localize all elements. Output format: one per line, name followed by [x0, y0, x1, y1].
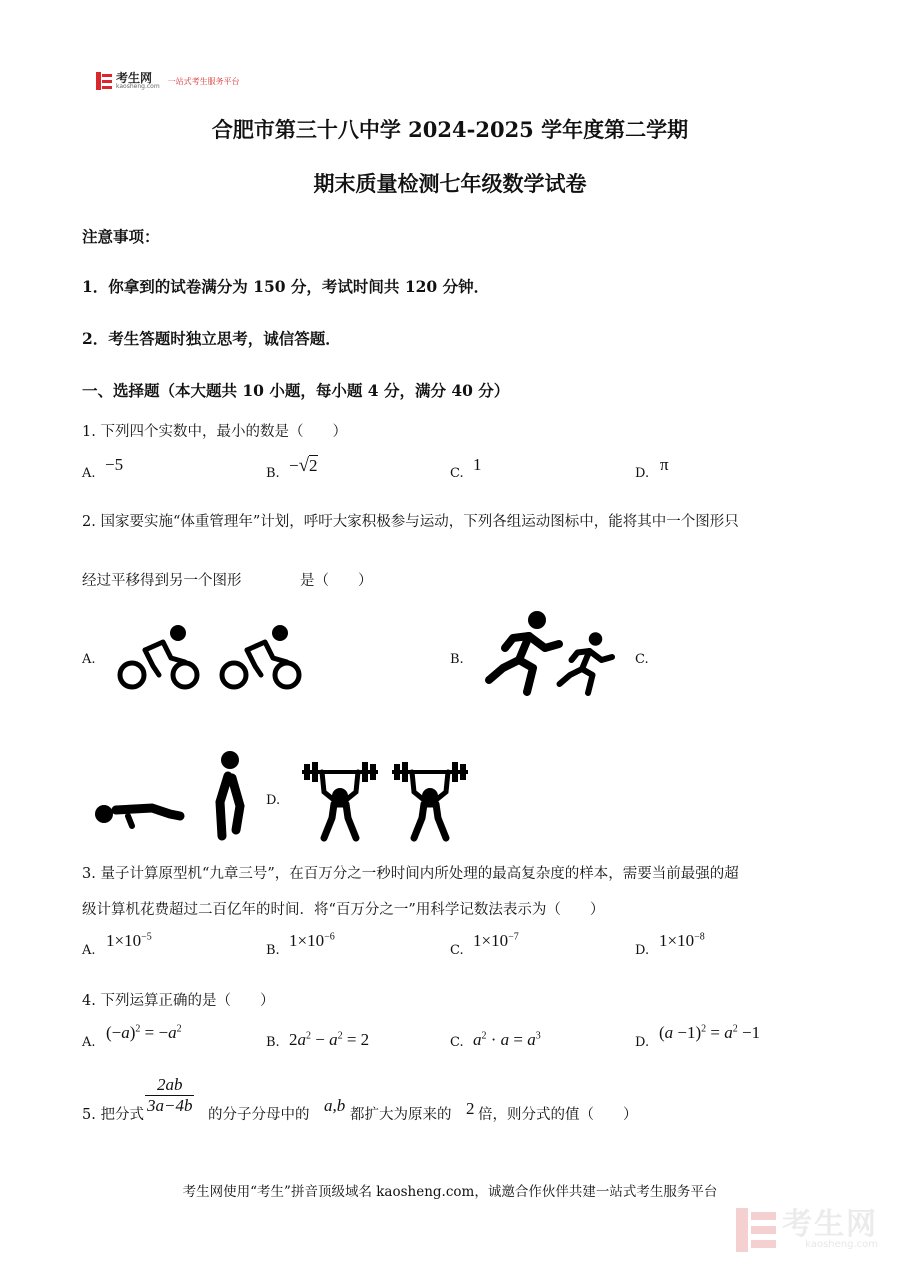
q1-d-label: D.	[635, 466, 650, 481]
logo-mark-icon	[96, 72, 112, 90]
q5-stem-post: 倍，则分式的值（ ）	[478, 1107, 638, 1123]
q5-stem-mid2: 都扩大为原来的	[350, 1107, 452, 1123]
weightlifter-icon	[302, 762, 378, 838]
q2-d-label: D.	[266, 793, 281, 808]
q3-b-label: B.	[266, 943, 280, 958]
q2-b-label: B.	[450, 652, 464, 667]
q3-stem-line1: 3. 量子计算原型机“九章三号”，在百万分之一秒时间内所处理的最高复杂度的样本，需要当前最强的超	[82, 866, 739, 882]
q2-c-pushup-standing-figure	[92, 750, 252, 842]
q1-c-label: C.	[450, 466, 464, 481]
watermark-name: 考生网	[782, 1207, 878, 1242]
q1-b-radicand: 2	[309, 456, 318, 475]
q1-b-value	[289, 455, 318, 477]
q2-d-weightlifters-figure	[300, 762, 472, 842]
q5-frac-den: 3a−4b	[147, 1096, 193, 1115]
notice-item-2: 2．考生答题时独立思考，诚信答题．	[82, 329, 341, 348]
q3-b-exp: −6	[324, 931, 335, 943]
runner-icon	[489, 611, 559, 692]
q4-d-label: D.	[635, 1035, 650, 1050]
q5-fraction	[145, 1075, 194, 1116]
logo-domain: kaosheng.com	[116, 83, 160, 90]
q2-b-runners-figure	[483, 608, 623, 696]
cyclist-icon	[120, 625, 197, 687]
q3-c-label: C.	[450, 943, 464, 958]
q3-c-exp: −7	[508, 931, 519, 943]
q4-c-label: C.	[450, 1035, 464, 1050]
q5-frac-num: 2ab	[145, 1075, 194, 1096]
q4-c-expr: $a^2 \cdot a = a^3$	[473, 1030, 541, 1049]
q2-stem-line2: 经过平移得到另一个图形	[82, 573, 242, 589]
q1-stem: 1. 下列四个实数中，最小的数是（ ）	[82, 424, 347, 440]
q4-stem: 4. 下列运算正确的是（ ）	[82, 993, 275, 1009]
exam-title-line1: 合肥市第三十八中学 2024-2025 学年度第二学期	[211, 117, 689, 142]
runner-icon	[560, 632, 613, 693]
q2-a-cyclists-figure	[115, 620, 305, 696]
q1-a-label: A.	[82, 466, 96, 481]
pushup-icon	[95, 805, 180, 826]
q4-d-expr: $(a -1)^2 = a^2 -1$	[659, 1023, 761, 1042]
q4-b-expr: $2a^2 - a^2 = 2$	[289, 1030, 370, 1049]
sqrt-icon: √	[298, 455, 310, 476]
q3-a-base: 1×10	[106, 931, 142, 950]
notice-item-1: 1．你拿到的试卷满分为 150 分，考试时间共 120 分钟．	[82, 277, 490, 296]
weightlifter-icon	[392, 762, 468, 838]
watermark-domain: kaosheng.com	[805, 1239, 878, 1250]
q1-b-sign: −	[289, 456, 299, 475]
cyclist-icon	[222, 625, 299, 687]
q1-a-value: −5	[105, 455, 124, 474]
q3-d-exp: −8	[694, 931, 705, 943]
q2-c-label: C.	[635, 652, 649, 667]
q3-d-value	[659, 931, 705, 951]
brand-logo[interactable]	[96, 72, 240, 90]
footer-text: 考生网使用“考生”拼音顶级域名 kaosheng.com，诚邀合作伙伴共建一站式考生服务平台	[182, 1184, 718, 1200]
q3-b-base: 1×10	[289, 931, 325, 950]
q3-c-value	[473, 931, 519, 951]
standing-person-icon	[220, 751, 240, 836]
section-heading: 一、选择题（本大题共 10 小题，每小题 4 分，满分 40 分）	[82, 381, 510, 400]
exam-title-line2: 期末质量检测七年级数学试卷	[313, 171, 587, 196]
q1-d-value: π	[660, 455, 669, 474]
watermark	[736, 1208, 878, 1252]
logo-name: 考生网	[116, 71, 153, 85]
q5-factor: 2	[466, 1099, 475, 1118]
q3-a-exp: −5	[141, 931, 152, 943]
q2-stem-line1: 2. 国家要实施“体重管理年”计划，呼吁大家积极参与运动，下列各组运动图标中，能将其中一个图形只	[82, 514, 739, 530]
q3-d-label: D.	[635, 943, 650, 958]
q2-stem-line2b: 是（ ）	[300, 573, 373, 589]
notice-heading: 注意事项：	[82, 227, 160, 246]
q4-a-expr: $(-a)^2 = -a^2$	[106, 1023, 182, 1042]
logo-slogan: 一站式考生服务平台	[167, 76, 240, 86]
q1-b-label: B.	[266, 466, 280, 481]
q3-c-base: 1×10	[473, 931, 509, 950]
q3-a-label: A.	[82, 943, 96, 958]
q5-stem-mid: 的分子分母中的	[208, 1107, 310, 1123]
q2-a-label: A.	[82, 652, 96, 667]
q3-d-base: 1×10	[659, 931, 695, 950]
q4-a-label: A.	[82, 1035, 96, 1050]
q5-stem-pre: 5. 把分式	[82, 1107, 144, 1123]
q1-c-value: 1	[473, 455, 482, 474]
q3-b-value	[289, 931, 335, 951]
q3-a-value	[106, 931, 152, 951]
q4-b-label: B.	[266, 1035, 280, 1050]
q5-vars: a,b	[324, 1096, 346, 1115]
watermark-logo-icon	[736, 1208, 776, 1252]
q3-stem-line2: 级计算机花费超过二百亿年的时间．将“百万分之一”用科学记数法表示为（ ）	[82, 902, 605, 918]
